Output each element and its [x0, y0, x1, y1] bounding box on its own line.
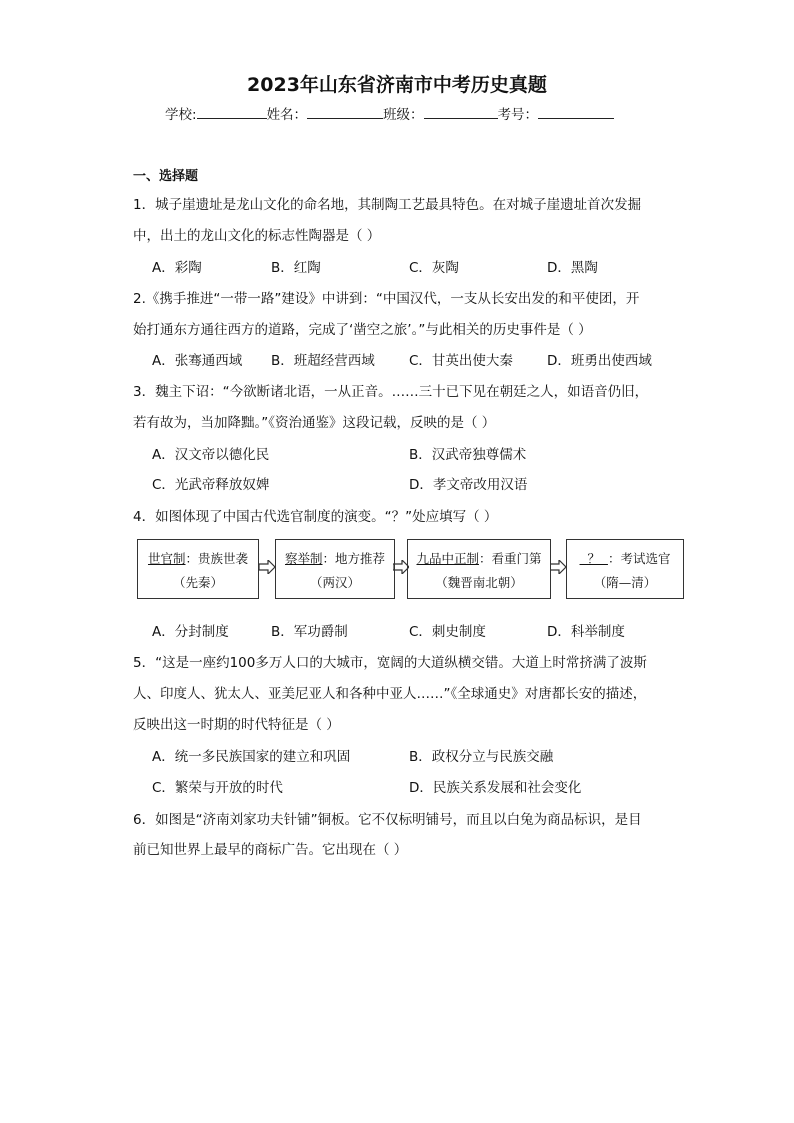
q3-line1: 3．魏主下诏：“今欲断诸北语，一从正音。……三十已下见在朝廷之人，如语音仍旧，	[133, 384, 649, 400]
q6-line2: 前已知世界上最早的商标广告。它出现在（ ）	[133, 842, 408, 858]
flow-box-jiupin-period: （魏晋南北朝）	[435, 575, 523, 590]
q4-option-d[interactable]: D．科举制度	[547, 624, 625, 640]
q1-option-a[interactable]: A．彩陶	[152, 260, 202, 276]
flow-box-unknown-period: （隋—清）	[593, 575, 657, 590]
q3-option-b[interactable]: B．汉武帝独尊儒术	[409, 447, 527, 463]
q4-option-b[interactable]: B．军功爵制	[271, 624, 348, 640]
q6-line1: 6．如图是“济南刘家功夫针铺”铜板。它不仅标明铺号，而且以白兔为商品标识，是目	[133, 812, 642, 828]
q1-line2: 中，出土的龙山文化的标志性陶器是（ ）	[133, 228, 381, 244]
exam-title: 2023年山东省济南市中考历史真题	[247, 74, 547, 96]
name-blank[interactable]	[307, 104, 383, 119]
q3-option-a[interactable]: A．汉文帝以德化民	[152, 447, 270, 463]
flow-box-jiupin-name: 九品中正制	[416, 551, 479, 566]
q5-line2: 人、印度人、犹太人、亚美尼亚人和各种中亚人……”《全球通史》对唐都长安的描述，	[133, 686, 647, 702]
q5-line3: 反映出这一时期的时代特征是（ ）	[133, 717, 340, 733]
flow-box-jiupin	[407, 539, 551, 599]
q1-option-b[interactable]: B．红陶	[271, 260, 321, 276]
class-label: 班级：	[383, 107, 424, 123]
flow-box-chaju-period: （两汉）	[309, 575, 360, 590]
flow-box-unknown-desc: ：考试选官	[607, 551, 671, 566]
q2-line1: 2.《携手推进“一带一路”建设》中讲到：“中国汉代，一支从长安出发的和平使团，开	[133, 291, 640, 307]
flow-box-chaju	[275, 539, 395, 599]
flow-box-shiguan-period: （先秦）	[172, 575, 223, 590]
exam-no-label: 考号：	[497, 107, 539, 123]
q4-option-c[interactable]: C．刺史制度	[409, 624, 486, 640]
flow-box-jiupin-desc: ：看重门第	[479, 551, 542, 566]
q2-option-a[interactable]: A．张骞通西域	[152, 353, 243, 369]
exam-no-blank[interactable]	[538, 104, 614, 119]
q3-option-c[interactable]: C．光武帝释放奴婢	[152, 477, 270, 493]
selection-system-flowchart	[137, 539, 687, 601]
q5-option-a[interactable]: A．统一多民族国家的建立和巩固	[152, 749, 351, 765]
flow-box-unknown	[566, 539, 684, 599]
flow-box-shiguan	[137, 539, 259, 599]
flow-box-shiguan-desc: ：贵族世袭	[185, 551, 249, 566]
q1-option-d[interactable]: D．黑陶	[547, 260, 598, 276]
q2-option-d[interactable]: D．班勇出使西域	[547, 353, 652, 369]
school-blank[interactable]	[197, 104, 267, 119]
q5-option-b[interactable]: B．政权分立与民族交融	[409, 749, 554, 765]
q5-option-c[interactable]: C．繁荣与开放的时代	[152, 780, 283, 796]
name-label: 姓名：	[266, 107, 308, 123]
q3-option-d[interactable]: D．孝文帝改用汉语	[409, 477, 528, 493]
q5-line1: 5．“这是一座约100多万人口的大城市，宽阔的大道纵横交错。大道上时常挤满了波斯	[133, 655, 647, 671]
arrow-right-icon	[550, 560, 566, 574]
q3-line2: 若有故为，当加降黜。”《资治通鉴》这段记载，反映的是（ ）	[133, 415, 496, 431]
class-blank[interactable]	[424, 104, 498, 119]
school-label: 学校:	[165, 107, 197, 123]
q1-line1: 1．城子崖遗址是龙山文化的命名地，其制陶工艺最具特色。在对城子崖遗址首次发掘	[133, 197, 642, 213]
flow-box-chaju-desc: ：地方推荐	[322, 551, 386, 566]
q2-option-c[interactable]: C．甘英出使大秦	[409, 353, 513, 369]
q4-line1: 4．如图体现了中国古代选官制度的演变。“？”处应填写（ ）	[133, 509, 498, 525]
flow-box-shiguan-name: 世官制	[147, 551, 186, 566]
flow-box-chaju-name: 察举制	[284, 551, 323, 566]
section-heading: 一、选择题	[133, 169, 199, 184]
q2-line2: 始打通东方通往西方的道路，完成了‘凿空之旅’。”与此相关的历史事件是（ ）	[133, 322, 592, 338]
flow-box-unknown-name: ？	[579, 551, 608, 566]
q4-option-a[interactable]: A．分封制度	[152, 624, 229, 640]
arrow-right-icon	[259, 560, 275, 574]
q1-option-c[interactable]: C．灰陶	[409, 260, 459, 276]
student-info-row	[165, 103, 614, 123]
q2-option-b[interactable]: B．班超经营西域	[271, 353, 375, 369]
q5-option-d[interactable]: D．民族关系发展和社会变化	[409, 780, 582, 796]
